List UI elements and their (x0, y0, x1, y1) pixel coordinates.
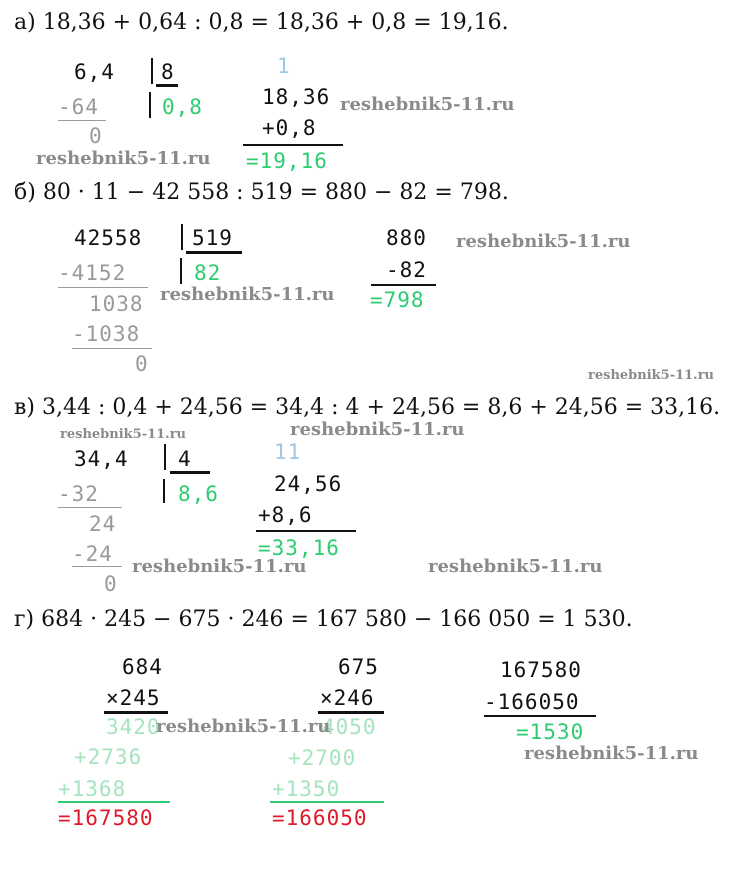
equation-a: а) 18,36 + 0,64 : 0,8 = 18,36 + 0,8 = 19,16. (14, 10, 509, 35)
addend-top: 24,56 (274, 472, 343, 496)
remainder: 0 (104, 572, 118, 596)
divisor: 519 (192, 226, 233, 250)
divisor-underline (186, 251, 242, 254)
intermediate-remainder: 1038 (89, 292, 144, 316)
multiply-line (318, 711, 384, 714)
watermark: reshebnik5-11.ru (340, 94, 515, 115)
minuend: 167580 (500, 658, 582, 682)
watermark: reshebnik5-11.ru (156, 716, 331, 737)
dividend: 6,4 (74, 60, 115, 84)
watermark: reshebnik5-11.ru (36, 148, 211, 169)
intermediate-remainder: 24 (89, 512, 117, 536)
carry-digit: 11 (274, 440, 302, 464)
division-bar (151, 58, 153, 84)
subtrahend: -1038 (72, 322, 141, 346)
watermark: reshebnik5-11.ru (290, 419, 465, 440)
minuend: 880 (386, 226, 427, 250)
equation-v: в) 3,44 : 0,4 + 24,56 = 34,4 : 4 + 24,56 = 8,6 + 24,56 = 33,16. (14, 395, 721, 420)
equation-g: г) 684 · 245 − 675 · 246 = 167 580 − 166 050 = 1 530. (14, 607, 633, 632)
subtrahend: -64 (58, 95, 99, 119)
subtrahend: -24 (72, 542, 113, 566)
addend-top: 18,36 (262, 85, 331, 109)
quotient-bar (149, 92, 151, 118)
quotient: 0,8 (162, 95, 203, 119)
sum-line (270, 801, 384, 803)
remainder: 0 (135, 352, 149, 376)
subtraction-line (72, 566, 122, 567)
watermark: reshebnik5-11.ru (60, 427, 187, 442)
equation-b: б) 80 · 11 − 42 558 : 519 = 880 − 82 = 798. (14, 180, 509, 205)
subtrahend: -4152 (58, 261, 127, 285)
sum-line (243, 144, 343, 146)
subtrahend: -82 (386, 258, 427, 282)
partial-product: +1368 (58, 777, 127, 801)
product-result: =166050 (272, 806, 368, 830)
watermark: reshebnik5-11.ru (588, 368, 715, 383)
factor-top: 675 (338, 655, 379, 679)
subtrahend: -32 (58, 482, 99, 506)
remainder: 0 (89, 124, 103, 148)
partial-product: 4050 (322, 715, 377, 739)
partial-product: +2700 (288, 746, 357, 770)
factor-bottom: ×245 (106, 686, 161, 710)
difference-result: =798 (370, 288, 425, 312)
sum-result: =33,16 (258, 536, 340, 560)
difference-line (371, 284, 436, 286)
subtraction-line (58, 287, 148, 288)
partial-product: 3420 (106, 715, 161, 739)
factor-top: 684 (122, 655, 163, 679)
quotient: 82 (194, 261, 222, 285)
division-bar (164, 444, 166, 470)
difference-line (484, 715, 596, 717)
multiply-line (104, 711, 168, 714)
addend-bottom: +0,8 (262, 116, 317, 140)
factor-bottom: ×246 (320, 686, 375, 710)
watermark: reshebnik5-11.ru (428, 556, 603, 577)
sum-line (58, 801, 170, 803)
quotient: 8,6 (178, 482, 219, 506)
divisor: 8 (161, 60, 175, 84)
watermark: reshebnik5-11.ru (524, 743, 699, 764)
partial-product: +2736 (74, 745, 143, 769)
difference-result: =1530 (516, 720, 585, 744)
divisor: 4 (178, 447, 192, 471)
divisor-underline (170, 471, 210, 474)
carry-digit: 1 (277, 54, 291, 78)
watermark: reshebnik5-11.ru (132, 556, 307, 577)
watermark: reshebnik5-11.ru (160, 284, 335, 305)
division-bar (181, 224, 183, 250)
quotient-bar (180, 258, 182, 284)
quotient-bar (163, 479, 165, 503)
partial-product: +1350 (272, 777, 341, 801)
subtrahend: -166050 (484, 690, 580, 714)
subtraction-line (58, 120, 106, 121)
sum-result: =19,16 (246, 149, 328, 173)
subtraction-line (72, 348, 152, 349)
addend-bottom: +8,6 (258, 503, 313, 527)
product-result: =167580 (58, 806, 154, 830)
subtraction-line (58, 507, 122, 508)
watermark: reshebnik5-11.ru (456, 231, 631, 252)
sum-line (256, 530, 356, 532)
dividend: 34,4 (74, 447, 129, 471)
divisor-underline (156, 84, 178, 87)
dividend: 42558 (74, 226, 143, 250)
